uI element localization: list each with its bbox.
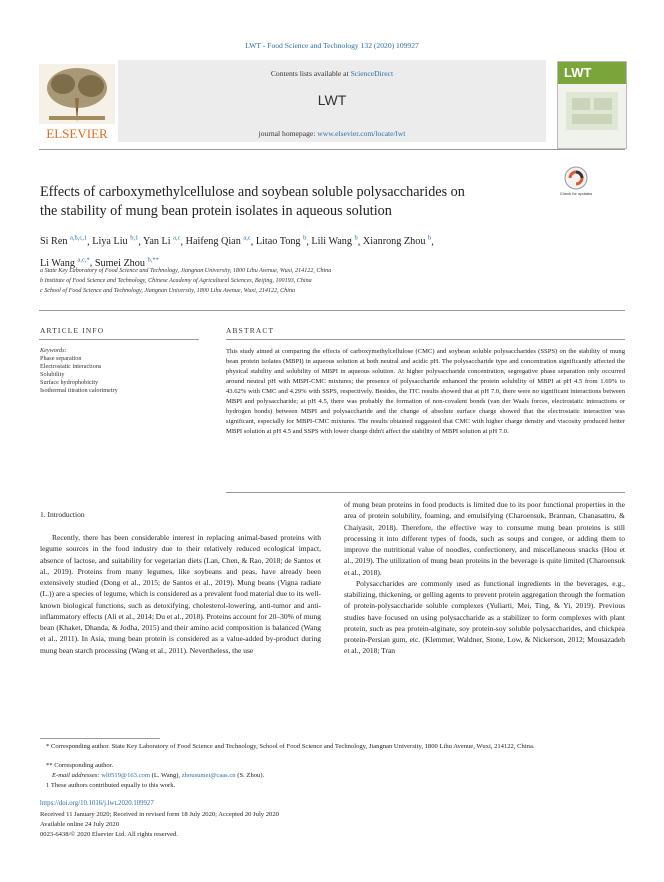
copyright: 0023-6438/© 2020 Elsevier Ltd. All rights reserved. bbox=[40, 831, 178, 838]
footnote-equal-contribution: 1 These authors contributed equally to this work. bbox=[46, 782, 176, 789]
received-dates: Received 11 January 2020; Received in revised form 18 July 2020; Accepted 20 July 2020 bbox=[40, 811, 279, 818]
abstract-rule bbox=[226, 339, 625, 340]
abstract-text: This study aimed at comparing the effects of carboxymethylcellulose (CMC) and soybean soluble polysaccharides (SSPS) on the stability of mung bean protein isolates (MBPI) in aqueous solution at both neutral and acidic pH. The polysaccharide type and concentration significantly affected the physical stability and solubility of MBPI in aqueous solution. At higher polysaccharide concentration, segregative phase separation only occurred around neutral pH with MBPI-CMC mixtures; the presence of polysaccharide enhanced the protein solubility of MBPI at pH 4.5 from 1.69% to 43.62% with CMC and 4.29% with SSPS, respectively. Besides, the ITC results showed that at pH 7.0, there were no significant interactions between MBPI and polysaccharide; at pH 4.5, there was probably the formation of non-covalent bonds (van der Waals forces, electrostatic interactions or hydrogen bonds) between MBPI and polysaccharide and the change of absolute surface charge showed that the electrostatic interaction was significant, especially for MBPI-CMC mixtures. The results obtained suggested that CMC with higher charge density and viscosity produced better MBPI solution at pH 4.5 and SSPS with lower charge didn't affect the stability of MBPI solution at pH 7.0. bbox=[226, 348, 625, 436]
author[interactable]: Sumei Zhou $^{b,**}$ bbox=[94, 256, 159, 269]
keyword: Electrostatic interactions bbox=[40, 363, 102, 370]
article-info-rule bbox=[39, 339, 199, 340]
check-for-updates-button[interactable] bbox=[559, 165, 593, 201]
journal-citation[interactable]: LWT - Food Science and Technology 132 (2020) 109927 bbox=[245, 41, 419, 50]
elsevier-logo bbox=[39, 64, 115, 142]
intro-column-right bbox=[344, 499, 625, 657]
author[interactable]: Li Wang $^{a,c,*}$ bbox=[40, 256, 90, 269]
sciencedirect-link[interactable]: ScienceDirect bbox=[350, 69, 394, 78]
author[interactable]: Si Ren $^{a,b,c,1}$ bbox=[40, 235, 88, 248]
author[interactable]: Liya Liu $^{b,1}$ bbox=[92, 235, 139, 248]
introduction-heading: 1. Introduction bbox=[40, 510, 85, 519]
affiliation-divider bbox=[39, 310, 625, 311]
email-link-zhou[interactable]: zhousumei@caas.cn bbox=[181, 772, 236, 779]
author-list: Si Ren $^{a,b,c,1}$, Liya Liu $^{b,1}$, Yan Li $^{a,c}$, Haifeng Qian $^{a,c}$, Litao Tong $^b$, Lili Wang $^b$, Xianrong Zhou $^b$, Li Wang $^{a,c,*}$, Sumei Zhou $^{b,**}$ bbox=[40, 235, 434, 269]
footnote-corresponding-2: ** Corresponding author. bbox=[46, 762, 114, 769]
email-link-wang[interactable]: wl0519@163.com bbox=[101, 772, 150, 779]
intro-paragraph: Recently, there has been considerable interest in replacing animal-based proteins with legume sources in the food industry due to their relatively reduced ecological impact, absence of lactose, and suitability for vegetarian diets (Lan, Chen, & Rao, 2018; de Santos et al., 2019). Proteins from many legumes, like soybeans and peas, have already been extensively studied (Dong et al., 2015; de Santos et al., 2019). Mung beans (Vigna radiate (L.)) are a species of legume, which is considered as a prevalent food material due to its well-known biological functions, such as detoxifying, cholesterol-lowering, anti-tumor and anti-inflammatory effects (Ali et al., 2014; Du et al., 2018). Proteins account for 20–30% of mung bean (Khaket, Dhanda, & Jodha, 2015) and their amino acid composition is balanced (Wang et al., 2011). In Asia, mung bean protein is considered as a value-added by-product during mung bean starch processing (Wang et al., 2011). Nevertheless, the use bbox=[40, 533, 321, 655]
cover-title: LWT bbox=[564, 65, 592, 80]
email-label: E-mail addresses: bbox=[52, 772, 100, 779]
check-updates-label: Check for updates bbox=[559, 191, 593, 196]
author[interactable]: Xianrong Zhou $^b$ bbox=[362, 235, 432, 248]
article-info-heading: ARTICLE INFO bbox=[40, 326, 105, 335]
article-title bbox=[40, 183, 560, 221]
keyword: Phase separation bbox=[40, 355, 82, 362]
footnote-corresponding-1: * Corresponding author. State Key Laboratory of Food Science and Technology, School of Food Science and Technology, Jiangnan University, 1800 Lihu Avenue, Wuxi, 214122, China. bbox=[46, 743, 535, 750]
journal-name: LWT bbox=[317, 92, 347, 108]
author[interactable]: Haifeng Qian $^{a,c}$ bbox=[185, 235, 251, 248]
contents-prefix: Contents lists available at bbox=[270, 69, 349, 78]
email-owner: (S. Zhou). bbox=[237, 772, 265, 779]
keyword: Surface hydrophobicity bbox=[40, 379, 99, 386]
journal-banner bbox=[118, 60, 546, 142]
intro-column-left bbox=[40, 532, 321, 656]
footnote-emails bbox=[40, 771, 625, 781]
homepage-link[interactable]: www.elsevier.com/locate/lwt bbox=[317, 129, 406, 138]
affiliation-a: a State Key Laboratory of Food Science and Technology, Jiangnan University, 1800 Lihu Avenue, Wuxi, 214122, China bbox=[40, 268, 332, 274]
contents-line bbox=[118, 69, 546, 78]
keyword: Isothermal titration calorimetry bbox=[40, 387, 118, 394]
homepage-line bbox=[118, 129, 546, 138]
abstract-heading: ABSTRACT bbox=[226, 326, 275, 335]
keywords-label: Keywords: bbox=[40, 347, 67, 354]
journal-cover-image[interactable] bbox=[557, 61, 627, 149]
abstract-end-rule bbox=[226, 492, 625, 493]
available-online: Available online 24 July 2020 bbox=[40, 821, 119, 828]
intro-paragraph: of mung bean proteins in food products is limited due to its poor functional properties in the area of protein solubility, foaming, and emulsifying (Charoensuk, Brannan, Chanasattru, & Chaiyasit, 2018). Therefore, the effective way to consume mung bean proteins is still processing it into different types of foods, such as soups and congee, or adding them to improve the nutritional value of noodles, confectionery, and miscellaneous snacks (Hou et al., 2019). The utilization of mung bean proteins in the beverage is quite limited (Charoensuk et al., 2018). bbox=[344, 500, 625, 577]
title-line-2: the stability of mung bean protein isolates in aqueous solution bbox=[40, 203, 392, 219]
footnote-rule bbox=[40, 738, 160, 739]
intro-paragraph: Polysaccharides are commonly used as functional ingredients in the beverages, e.g., stabilizing, thickening, or gelling agents to prevent protein aggregation through the formation of protein-polysaccharide soluble complexes (Yuliarti, Mei, Ting, & Yi, 2019). Previous studies have focused on using polysaccharide as a stabilizer to form complexes with plant protein, such as pea protein-alginate, soy protein-soy soluble polysaccharides, and chickpea protein-Persian gum, etc. (Klemmer, Waldner, Stone, Low, & Nickerson, 2012; Mousazadeh et al., 2018; Tran bbox=[344, 578, 625, 656]
elsevier-wordmark: ELSEVIER bbox=[46, 126, 108, 141]
author[interactable]: Yan Li $^{a,c}$ bbox=[143, 235, 181, 248]
affiliation-b: b Institute of Food Science and Technology, Chinese Academy of Agricultural Sciences, Beijing, 100193, China bbox=[40, 278, 312, 284]
doi-link[interactable]: https://doi.org/10.1016/j.lwt.2020.109927 bbox=[40, 800, 154, 807]
title-line-1: Effects of carboxymethylcellulose and soybean soluble polysaccharides on bbox=[40, 184, 465, 200]
author[interactable]: Litao Tong $^b$ bbox=[255, 235, 307, 248]
email-owner: (L. Wang), bbox=[151, 772, 181, 779]
header-divider bbox=[39, 149, 625, 150]
author[interactable]: Lili Wang $^b$ bbox=[311, 235, 358, 248]
affiliation-c: c School of Food Science and Technology, Jiangnan University, 1800 Lihu Avenue, Wuxi, 214122, China bbox=[40, 288, 296, 294]
homepage-prefix: journal homepage: bbox=[258, 129, 316, 138]
keyword: Solubility bbox=[40, 371, 65, 378]
